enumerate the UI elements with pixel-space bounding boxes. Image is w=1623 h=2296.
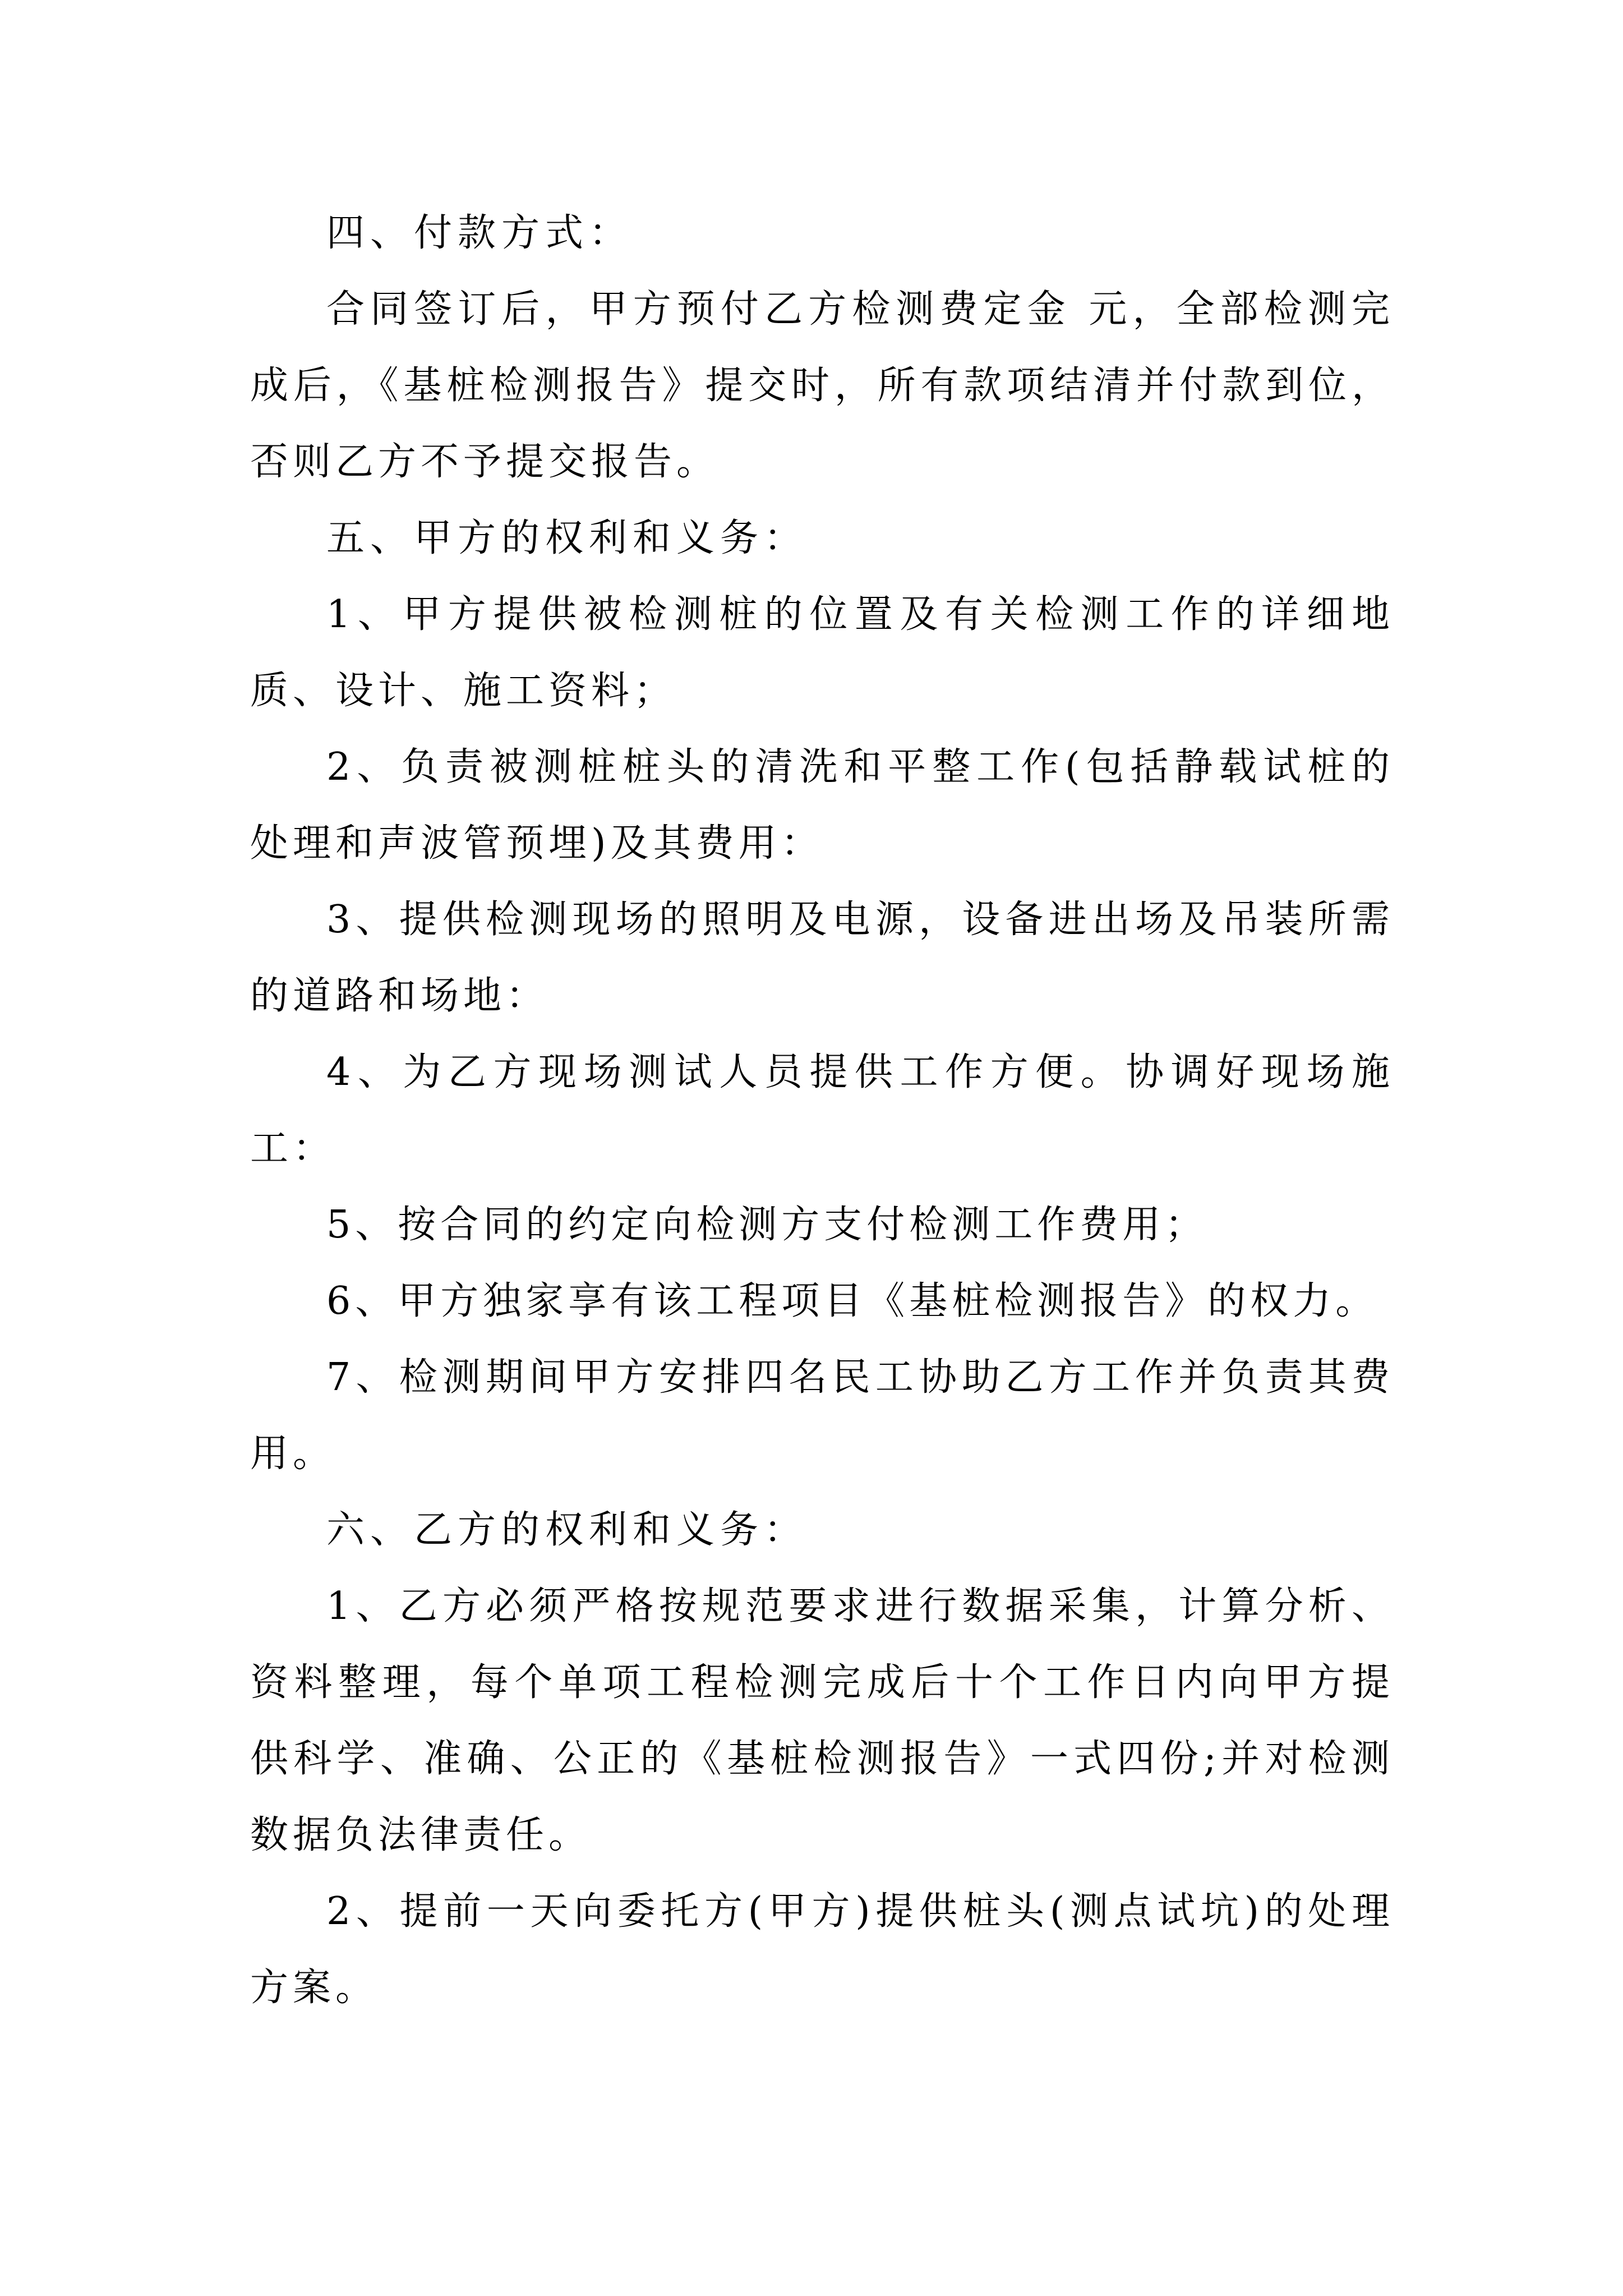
list-item-party-a-5: 5、按合同的约定向检测方支付检测工作费用； (326, 1203, 1208, 1247)
list-item-party-a-3: 3、提供检测现场的照明及电源，设备进出场及吊装所需的道路和场地： (250, 898, 1394, 1018)
list-item-party-a-4: 4、为乙方现场测试人员提供工作方便。协调好现场施工： (250, 1050, 1394, 1171)
section-heading-party-a: 五、甲方的权利和义务： (326, 516, 808, 560)
document-body (250, 195, 1394, 2026)
list-item-party-a-1: 1、甲方提供被检测桩的位置及有关检测工作的详细地质、设计、施工资料； (250, 592, 1394, 713)
list-item-party-b-1: 1、乙方必须严格按规范要求进行数据采集，计算分析、资料整理，每个单项工程检测完成后十个工作日内向甲方提供科学、准确、公正的《基桩检测报告》一式四份;并对检测数据负法律责任。 (250, 1584, 1394, 1857)
section-heading-payment: 四、付款方式： (326, 211, 633, 255)
list-item-party-a-2: 2、负责被测桩桩头的清洗和平整工作(包括静载试桩的处理和声波管预埋)及其费用： (250, 745, 1394, 866)
section-heading-party-b: 六、乙方的权利和义务： (326, 1508, 808, 1552)
list-item-party-b-2: 2、提前一天向委托方(甲方)提供桩头(测点试坑)的处理方案。 (250, 1889, 1394, 2010)
paragraph-payment-terms: 合同签订后，甲方预付乙方检测费定金 元，全部检测完成后，《基桩检测报告》提交时，所有款项结清并付款到位，否则乙方不予提交报告。 (250, 287, 1394, 484)
list-item-party-a-7: 7、检测期间甲方安排四名民工协助乙方工作并负责其费用。 (250, 1355, 1394, 1476)
list-item-party-a-6: 6、甲方独家享有该工程项目《基桩检测报告》的权力。 (326, 1279, 1378, 1323)
